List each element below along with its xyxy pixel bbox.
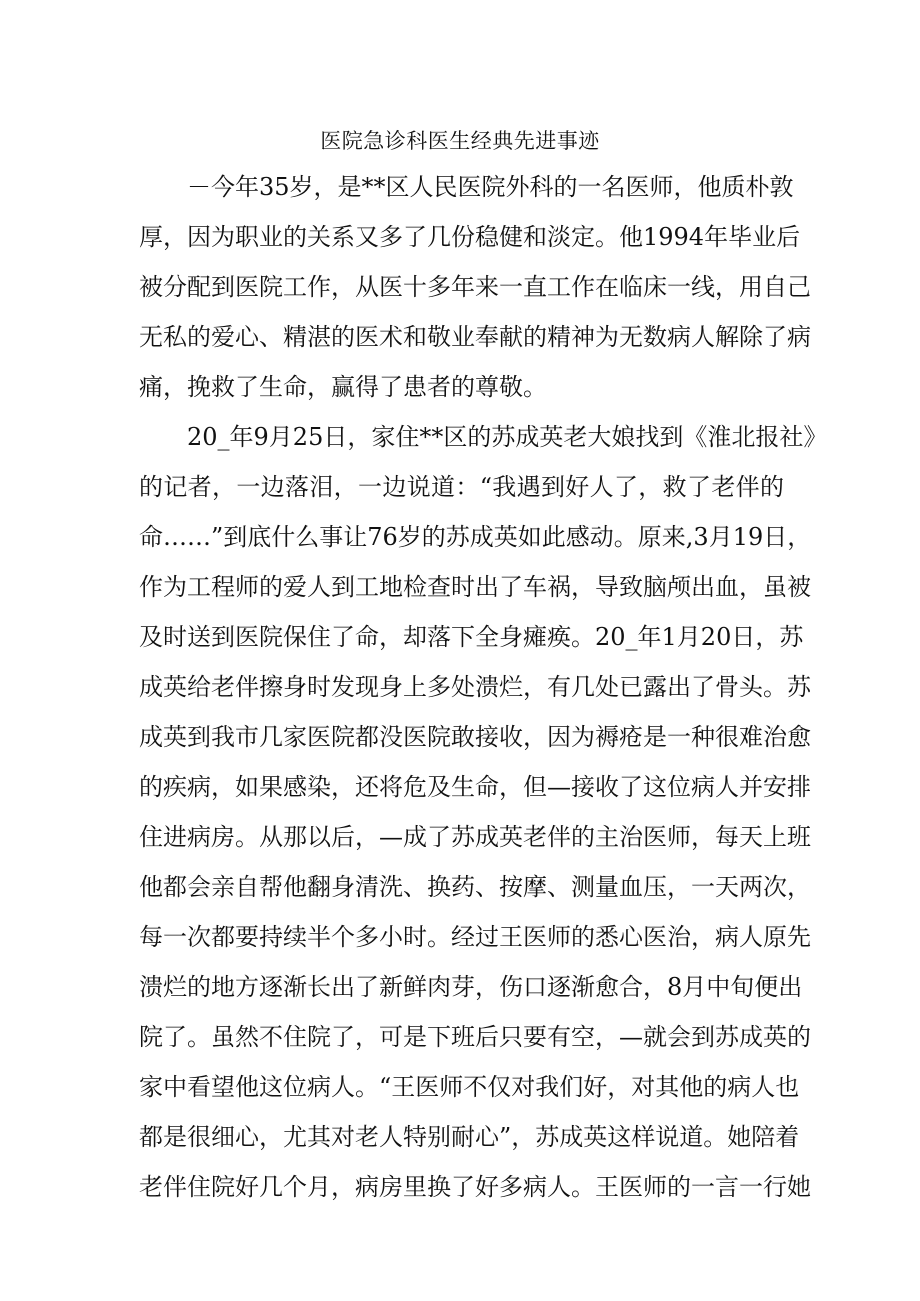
text-line: 溃烂的地方逐渐长出了新鲜肉芽，伤口逐渐愈合，8月中旬便出 (139, 973, 803, 1001)
text-line: －今年35岁，是**区人民医院外科的一名医师，他质朴敦 (187, 173, 794, 201)
text-line: 成英到我市几家医院都没医院敢接收，因为褥疮是一种很难治愈 (139, 723, 811, 751)
text-line: 他都会亲自帮他翻身清洗、换药、按摩、测量血压，一天两次， (139, 873, 811, 901)
text-line: 每一次都要持续半个多小时。经过王医师的悉心医治，病人原先 (139, 923, 811, 951)
text-line: 住进病房。从那以后，—成了苏成英老伴的主治医师，每天上班 (139, 823, 811, 851)
text-line: 家中看望他这位病人。“王医师不仅对我们好，对其他的病人也 (139, 1073, 800, 1101)
text-line: 及时送到医院保住了命，却落下全身瘫痪。20_年1月20日，苏 (139, 623, 804, 651)
text-line: 的疾病，如果感染，还将危及生命，但—接收了这位病人并安排 (139, 773, 811, 801)
text-line: 痛，挽救了生命，赢得了患者的尊敬。 (139, 373, 547, 401)
text-line: 作为工程师的爱人到工地检查时出了车祸，导致脑颅出血，虽被 (139, 573, 811, 601)
text-line: 无私的爱心、精湛的医术和敬业奉献的精神为无数病人解除了病 (139, 323, 811, 351)
document-title: 医院急诊科医生经典先进事迹 (320, 129, 600, 153)
text-line: 20_年9月25日，家住**区的苏成英老大娘找到《淮北报社》 (187, 423, 828, 451)
text-line: 都是很细心，尤其对老人特别耐心”，苏成英这样说道。她陪着 (139, 1123, 800, 1151)
text-line: 院了。虽然不住院了，可是下班后只要有空，—就会到苏成英的 (139, 1023, 811, 1051)
text-line: 被分配到医院工作，从医十多年来一直工作在临床一线，用自己 (139, 273, 811, 301)
text-line: 命……”到底什么事让76岁的苏成英如此感动。原来,3月19日， (139, 523, 812, 551)
text-line: 的记者，一边落泪，一边说道：“我遇到好人了，救了老伴的 (139, 473, 784, 501)
text-line: 成英给老伴擦身时发现身上多处溃烂，有几处已露出了骨头。苏 (139, 673, 811, 701)
text-line: 老伴住院好几个月，病房里换了好多病人。王医师的一言一行她 (139, 1173, 811, 1201)
text-line: 厚，因为职业的关系又多了几份稳健和淡定。他1994年毕业后 (139, 223, 801, 251)
